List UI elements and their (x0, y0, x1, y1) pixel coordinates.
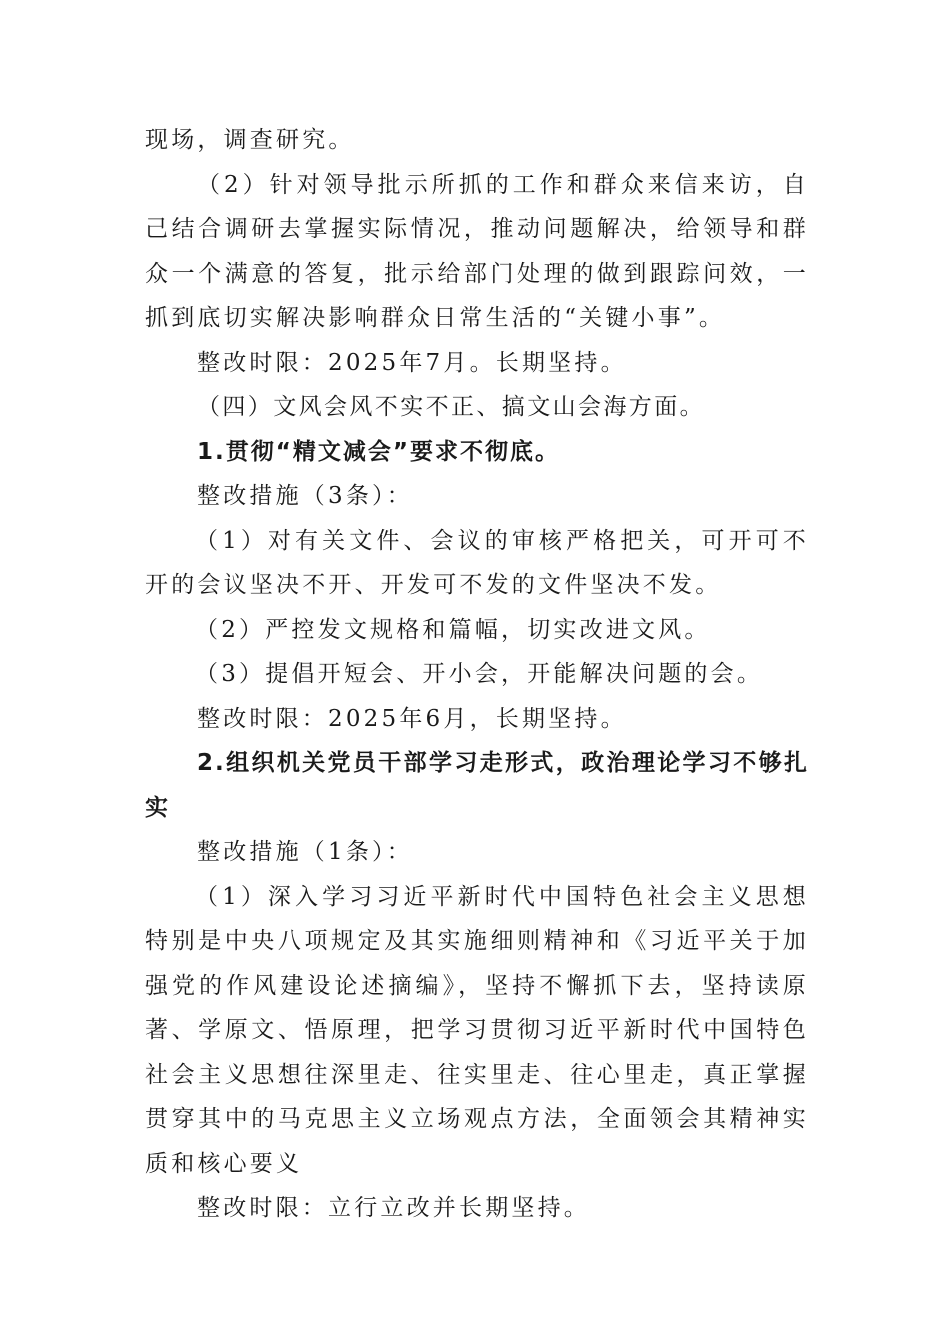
paragraph-measures-count-3: 整改措施（3条）： (197, 483, 413, 509)
subheading-2: 2.组织机关党员干部学习走形式，政治理论学习不够扎实 (145, 750, 809, 821)
paragraph-measure-3: （3）提倡开短会、开小会，开能解决问题的会。 (195, 661, 764, 687)
paragraph-continuation: 现场，调查研究。 (145, 127, 355, 153)
subheading-1: 1.贯彻“精文减会”要求不彻底。 (197, 438, 560, 465)
paragraph-measure-2: （2）针对领导批示所抓的工作和群众来信来访，自己结合调研去掌握实际情况，推动问题解决，给领导和群众一个满意的答复，批示给部门处理的做到跟踪问效，一抓到底切实解决影响群众日常生活的“关键小事”。 (145, 171, 809, 331)
paragraph-measure-1: （1）对有关文件、会议的审核严格把关，可开可不开的会议坚决不开、开发可不发的文件坚决不发。 (145, 527, 809, 598)
paragraph-deadline-1: 整改时限：2025年7月。长期坚持。 (197, 349, 627, 376)
document-body (145, 118, 809, 1231)
paragraph-deadline-2: 整改时限：2025年6月，长期坚持。 (197, 705, 627, 732)
paragraph-measure-2b: （2）严控发文规格和篇幅，切实改进文风。 (195, 616, 711, 643)
paragraph-measure-study: （1）深入学习习近平新时代中国特色社会主义思想特别是中央八项规定及其实施细则精神和《习近平关于加强党的作风建设论述摘编》，坚持不懈抓下去，坚持读原著、学原文、悟原理，把学习贯彻习近平新时代中国特色社会主义思想往深里走、往实里走、往心里走，真正掌握贯穿其中的马克思主义立场观点方法，全面领会其精神实质和核心要义 (145, 883, 809, 1177)
paragraph-measures-count-1: 整改措施（1条）： (197, 839, 413, 865)
section-heading-4: （四）文风会风不实不正、搞文山会海方面。 (197, 394, 705, 420)
paragraph-deadline-3: 整改时限：立行立改并长期坚持。 (197, 1195, 590, 1221)
